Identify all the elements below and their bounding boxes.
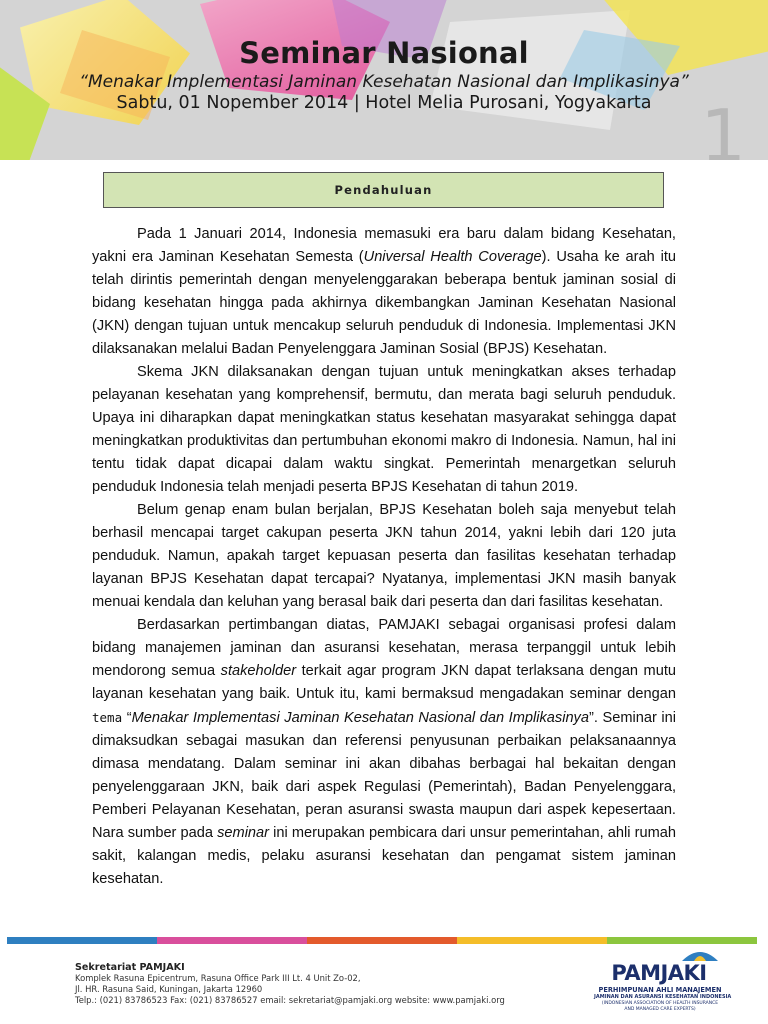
paragraph-4-text-c: terkait agar program JKN dapat terlaksana dengan mutu layanan kesehatan yang baik. Untuk itu, kami bermaksud mengadakan seminar dengan bbox=[92, 663, 677, 702]
color-bar-segment-pink bbox=[157, 937, 307, 944]
color-bar-segment-red bbox=[307, 937, 457, 944]
seminar-date-venue: Sabtu, 01 Nopember 2014 | Hotel Melia Purosani, Yogyakarta bbox=[116, 93, 652, 113]
body-text bbox=[92, 223, 676, 891]
logo-name: PAMJAKI bbox=[611, 961, 707, 985]
paragraph-1 bbox=[92, 223, 676, 361]
paragraph-4-italic-theme: Menakar Implementasi Jaminan Kesehatan Nasional dan Implikasinya bbox=[131, 710, 589, 726]
section-heading: Pendahuluan bbox=[103, 172, 664, 208]
paragraph-4-italic-seminar: seminar bbox=[217, 825, 270, 841]
color-bar-segment-blue bbox=[7, 937, 157, 944]
footer-title: Sekretariat PAMJAKI bbox=[75, 962, 185, 973]
seminar-subtitle: “Menakar Implementasi Jaminan Kesehatan Nasional dan Implikasinya” bbox=[79, 72, 689, 92]
page-number: 1 bbox=[700, 94, 746, 160]
paragraph-2: Skema JKN dilaksanakan dengan tujuan untuk meningkatkan akses terhadap pelayanan kesehatan yang komprehensif, bermutu, dan merata bagi seluruh penduduk. Upaya ini diharapkan dapat meningkatkan status kesehatan masyarakat sehingga dapat meningkatkan produktivitas dan pertumbuhan ekonomi makro di Indonesia. Namun, hal ini tentu tidak dapat dicapai dalam waktu singkat. Pemerintah menargetkan seluruh penduduk Indonesia telah menjadi peserta BPJS Kesehatan di tahun 2019. bbox=[92, 364, 676, 495]
color-bar-segment-green bbox=[607, 937, 757, 944]
paragraph-4-text-g: ”. Seminar ini dimaksudkan sebagai masukan dan referensi penyusunan perbaikan pelaksanaannya dimasa mendatang. Dalam seminar ini akan dibahas berbagai hal bekaitan dengan penyelenggaraan JKN, baik dari aspek Regulasi (Pemerintah), Badan Penyelenggara, Pemberi Pelayanan Kesehatan, peran asuransi swasta maupun dari aspek kepesertaan. Nara sumber pada bbox=[92, 710, 676, 841]
paragraph-4-open-quote: “ bbox=[122, 710, 132, 726]
paragraph-4-text-i: ini merupakan pembicara dari unsur pemerintahan, ahli rumah sakit, kalangan medis, pelaku asuransi kesehatan dan pengamat sistem jaminan kesehatan. bbox=[92, 825, 676, 887]
seminar-title: Seminar Nasional bbox=[239, 36, 529, 70]
paragraph-1-italic-term: Universal Health Coverage bbox=[363, 249, 542, 265]
color-bar-segment-yellow bbox=[457, 937, 607, 944]
logo-tagline-3: (INDONESIAN ASSOCIATION OF HEALTH INSURANCE bbox=[601, 1001, 719, 1006]
paragraph-4-italic-stakeholder: stakeholder bbox=[220, 663, 297, 679]
logo-tagline-1: PERHIMPUNAN AHLI MANAJEMEN bbox=[598, 986, 722, 994]
paragraph-4-tema-word: tema bbox=[92, 710, 123, 725]
footer-address-line-1: Komplek Rasuna Epicentrum, Rasuna Office Park III Lt. 4 Unit Zo-02, bbox=[75, 973, 361, 983]
logo-tagline-4: AND MANAGED CARE EXPERTS) bbox=[624, 1007, 696, 1012]
footer-color-bar bbox=[7, 937, 757, 944]
paragraph-4-text-a: Berdasarkan pertimbangan diatas, PAMJAKI sebagai organisasi profesi dalam bidang manajemen jaminan dan asuransi kesehatan, merasa terpanggil untuk lebih mendorong semua bbox=[92, 617, 676, 679]
paragraph-1-text-a: Pada 1 Januari 2014, Indonesia memasuki era baru dalam bidang Kesehatan, yakni era Jaminan Kesehatan Semesta ( bbox=[92, 226, 676, 265]
footer-address-line-2: Jl. HR. Rasuna Said, Kuningan, Jakarta 12960 bbox=[75, 984, 263, 994]
paragraph-1-text-c: ). Usaha ke arah itu telah dirintis pemerintah dengan menyelenggarakan beberapa bentuk jaminan sosial di bidang kesehatan hingga pada akhirnya dikembangkan Jaminan Kesehatan Nasional (JKN) dengan tujuan untuk mencakup seluruh penduduk di Indonesia. Implementasi JKN dilaksanakan melalui Badan Penyelenggara Jaminan Sosial (BPJS) Kesehatan. bbox=[92, 249, 676, 357]
paragraph-3: Belum genap enam bulan berjalan, BPJS Kesehatan boleh saja menyebut telah berhasil mencapai target cakupan peserta JKN tahun 2014, yakni lebih dari 120 juta penduduk. Namun, apakah target kepuasan peserta dan fasilitas kesehatan terhadap layanan BPJS Kesehatan dapat tercapai? Nyatanya, implementasi JKN masih banyak menuai kendala dan keluhan yang berasal baik dari peserta dan dari fasilitas kesehatan. bbox=[92, 502, 676, 610]
header-banner bbox=[0, 0, 768, 160]
footer-address bbox=[75, 962, 505, 1006]
paragraph-4 bbox=[92, 614, 676, 891]
pamjaki-logo bbox=[594, 947, 732, 1017]
footer-contact-line: Telp.: (021) 83786523 Fax: (021) 83786527 email: sekretariat@pamjaki.org website: www.pamjaki.org bbox=[75, 995, 505, 1005]
logo-tagline-2: JAMINAN DAN ASURANSI KESEHATAN INDONESIA bbox=[594, 994, 732, 1000]
